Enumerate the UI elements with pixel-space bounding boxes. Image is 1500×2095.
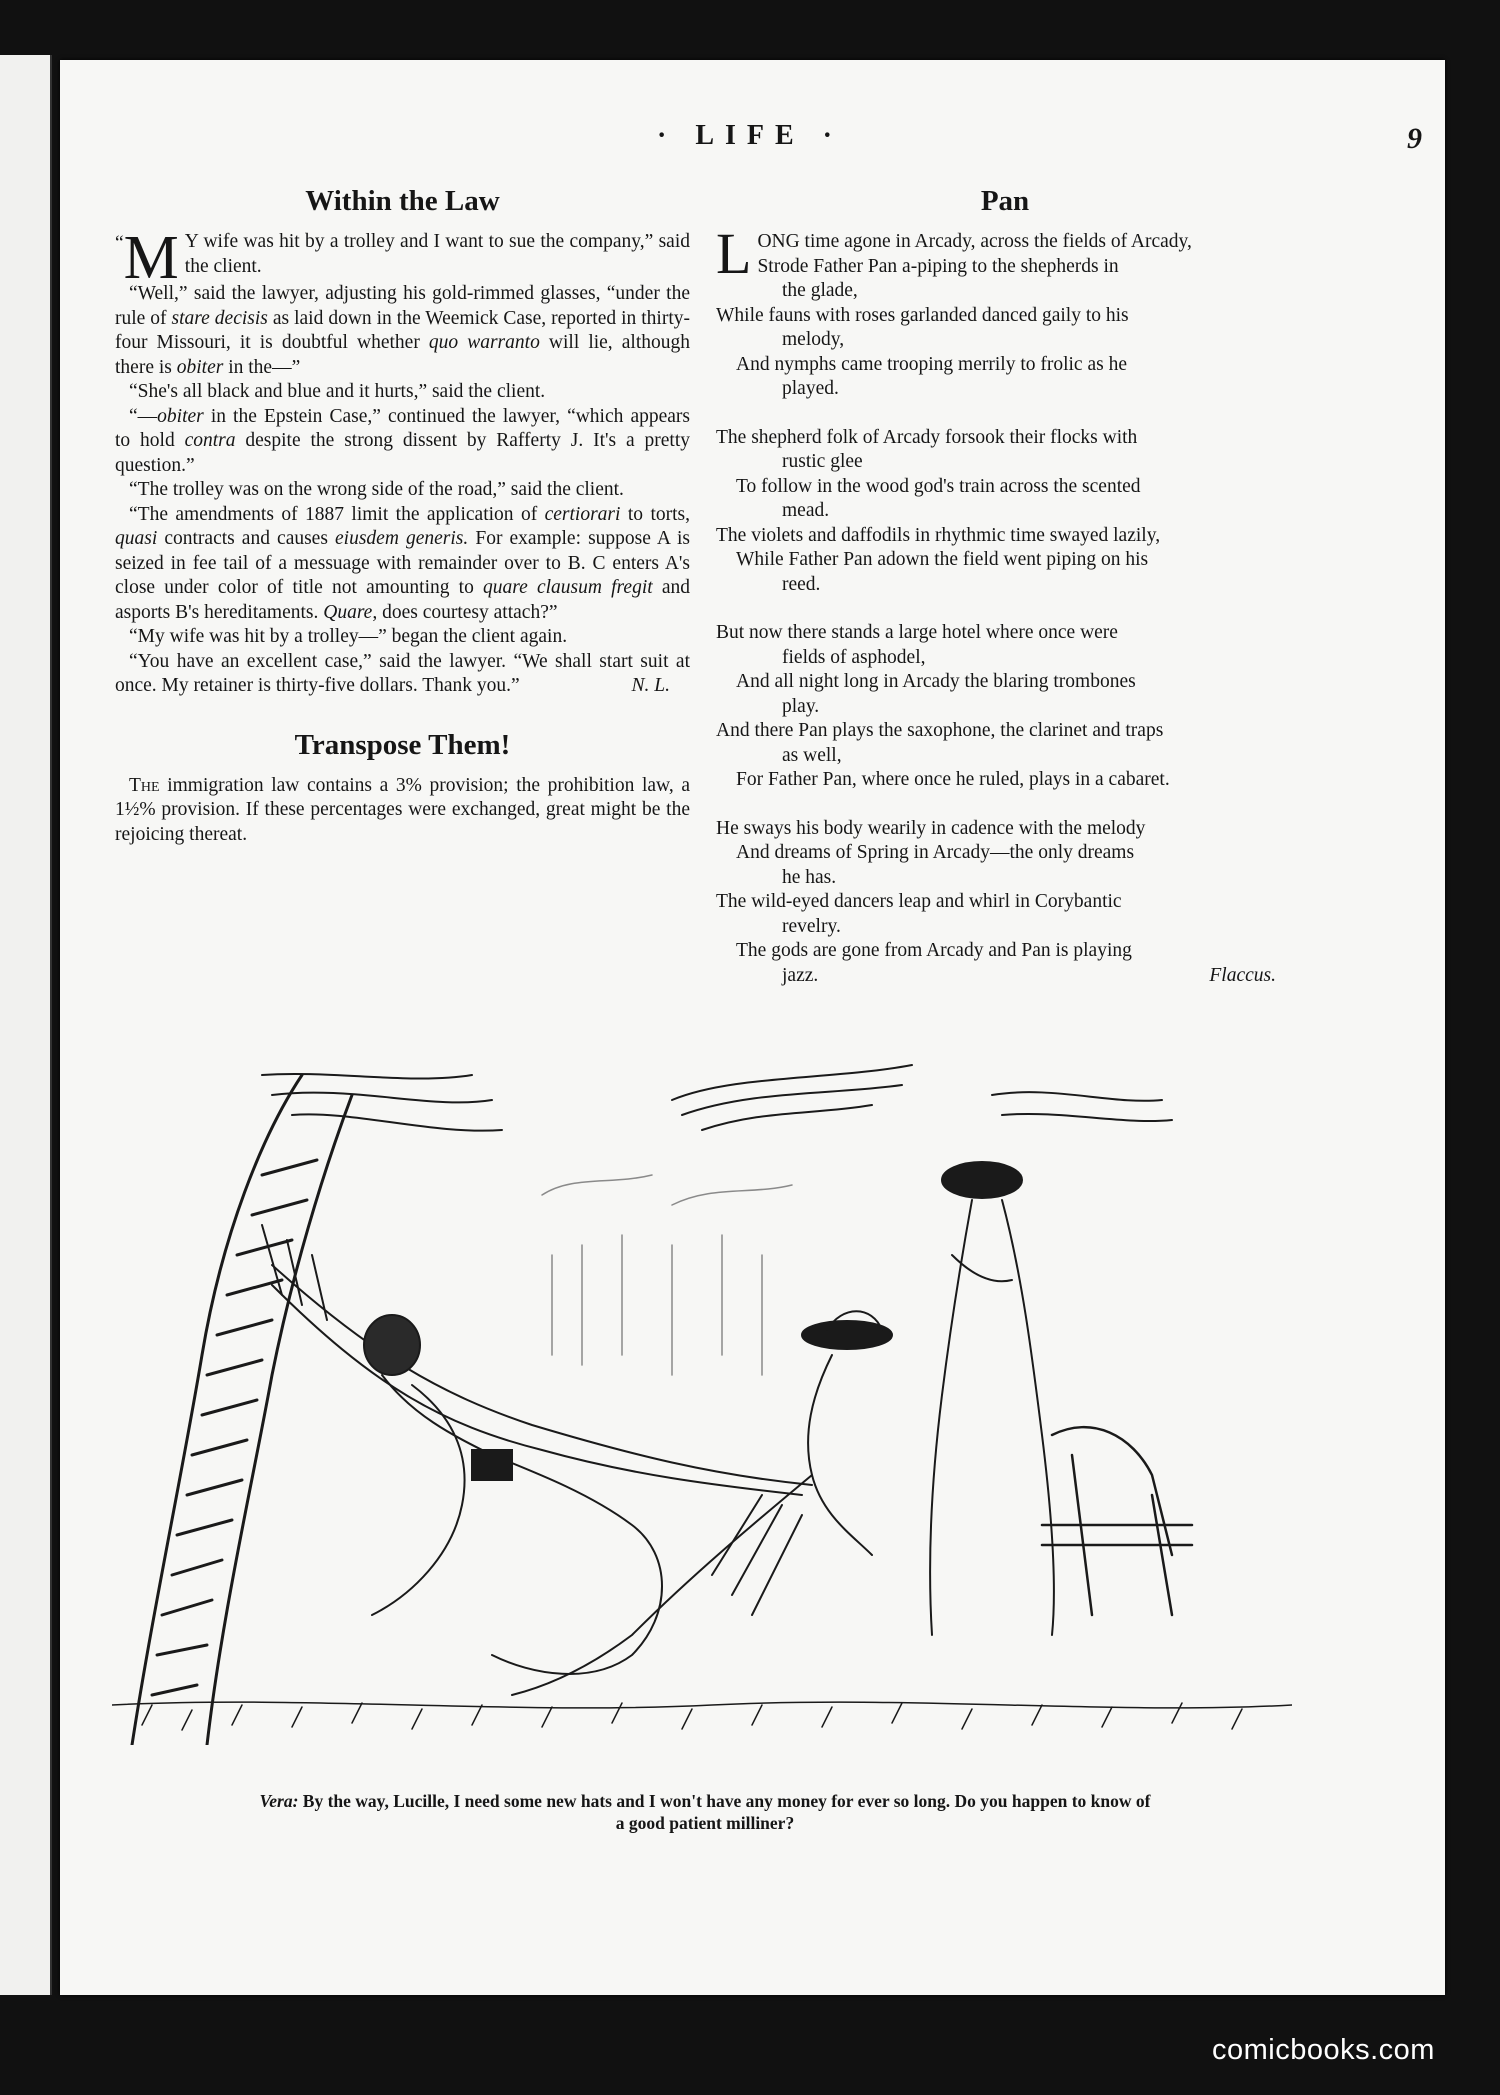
verse-line: he has. [782,866,837,888]
article-title-within-the-law: Within the Law [305,185,500,217]
text-run: “— [129,405,158,427]
paragraph [115,650,690,699]
paragraph [115,503,690,626]
text-run: in the—” [223,356,301,378]
text-run: “The amendments of 1887 limit the application of [129,503,545,525]
verse-line: as well, [782,744,842,766]
text-run: “You have an excellent case,” said the lawyer. “We shall start suit at once. My retainer is thirty-five dollars. Thank you.” [115,650,690,696]
page-number: 9 [1407,122,1422,155]
text-run: contracts and causes [157,528,336,549]
text-run: does courtesy attach?” [377,601,558,623]
foliage-top [262,1065,1172,1131]
verse-line: The gods are gone from Arcady and Pan is playing [736,940,1132,961]
verse-line: mead. [782,500,830,521]
illustration-caption [255,1790,1155,1834]
latin-term: contra [184,430,236,451]
caption-text: By the way, Lucille, I need some new hats and I won't have any money for ever so long. Do you happen to know of a good patient milliner? [298,1791,1151,1833]
text-run: to torts, [620,503,690,525]
verse-line: To follow in the wood god's train across the scented [736,475,1141,497]
paragraph [115,282,690,380]
paragraph [115,224,690,292]
verse-text: jazz. [782,964,819,986]
verse-line [716,964,1294,989]
text-run: will lie, although there is [115,332,690,378]
grass [112,1702,1292,1730]
verse-line: He sways his body wearily in cadence with the melody [716,817,1146,839]
facing-page-edge [0,55,52,1995]
paragraph-text: Y wife was hit by a trolley and I want to sue the company,” said the client. [184,231,690,277]
verse-text: ONG time agone in Arcady, across the fields of Arcady, [757,231,1192,252]
verse-line: rustic glee [782,451,863,472]
verse-line: And all night long in Arcady the blaring trombones [736,671,1136,692]
site-watermark: comicbooks.com [1212,2034,1435,2066]
verse-line: revelry. [782,915,841,937]
pen-and-ink-illustration [112,1055,1292,1745]
standing-woman [930,1162,1054,1635]
verse-line: The shepherd folk of Arcady forsook their flocks with [716,426,1138,448]
drop-cap: M [123,224,179,292]
verse-line: The wild-eyed dancers leap and whirl in Corybantic [716,891,1122,912]
text-run: as laid down in the Weemick Case, reported in thirty-four Missouri, it is doubtful whether [115,307,690,353]
paragraph [115,405,690,479]
latin-term: certiorari [544,503,621,525]
left-column [115,185,690,847]
paragraph [115,774,690,848]
stanza [716,817,1294,989]
latin-term: quare clausum fregit [483,577,653,598]
hammock [262,1225,812,1495]
verse-line: And dreams of Spring in Arcady—the only dreams [736,842,1135,863]
latin-term: eiusdem generis. [335,528,469,549]
drop-cap: L [716,221,752,286]
caption-speaker: Vera: [259,1791,299,1811]
verse-line: played. [782,378,839,399]
article-title-transpose-them: Transpose Them! [294,728,511,761]
paragraph: “The trolley was on the wrong side of the road,” said the client. [129,479,624,500]
verse-line: While Father Pan adown the field went piping on his [736,549,1149,570]
verse-line: And nymphs came trooping merrily to frolic as he [736,353,1127,375]
latin-term: quo warranto [428,332,540,353]
paragraph: “She's all black and blue and it hurts,” said the client. [129,381,546,402]
seated-woman [512,1311,892,1695]
right-column [716,185,1294,1012]
running-head: · LIFE · [656,120,844,151]
verse-line: While fauns with roses garlanded danced gaily to his [716,304,1129,326]
text-run: despite the strong dissent by Rafferty J. It's a pretty question.” [115,430,690,476]
paragraph: “My wife was hit by a trolley—” began the client again. [129,626,568,647]
stanza [716,221,1294,402]
verse-line: The violets and daffodils in rhythmic time swayed lazily, [716,524,1161,546]
tree-trunk [132,1075,352,1745]
verse-line: reed. [782,573,821,595]
verse-line: But now there stands a large hotel where once were [716,622,1118,643]
stanza [716,426,1294,598]
byline: N. L. [631,675,670,696]
text-run: “Well,” said the lawyer, adjusting his gold-rimmed glasses, “under the rule of [115,283,690,329]
signature: Flaccus. [1209,964,1276,986]
text-run: For example: suppose A is seized in fee tail of a messuage with remainder over to B. C enters A's close under color of title not amounting to [115,528,690,598]
verse-line: For Father Pan, where once he ruled, plays in a cabaret. [736,769,1170,790]
verse-line: Strode Father Pan a-piping to the shepherds in [757,255,1119,277]
text-run: and asports B's hereditaments. [115,577,690,623]
verse-line: And there Pan plays the saxophone, the clarinet and traps [716,720,1164,741]
latin-term: obiter [157,405,204,427]
text-run: immigration law contains a 3% provision; the prohibition law, a 1½% provision. If these percentages were exchanged, great might be the rejoicing thereat. [115,774,690,845]
verse-line: fields of asphodel, [782,646,926,668]
latin-term: obiter [176,356,224,378]
poem-title-pan: Pan [980,185,1030,217]
background-trees [542,1175,792,1375]
latin-term: Quare, [323,601,378,623]
stanza [716,621,1294,793]
garden-bench [1042,1427,1192,1615]
verse-line: play. [782,695,820,717]
reclining-woman [364,1315,662,1674]
text-run: in the Epstein Case,” continued the lawyer, “which appears to hold [115,405,690,451]
verse-line: the glade, [782,280,858,301]
latin-term: quasi [115,528,158,549]
small-caps-word: The [129,774,160,796]
open-quote: “ [115,233,124,254]
latin-term: stare decisis [171,307,268,329]
verse-line: melody, [782,329,845,350]
